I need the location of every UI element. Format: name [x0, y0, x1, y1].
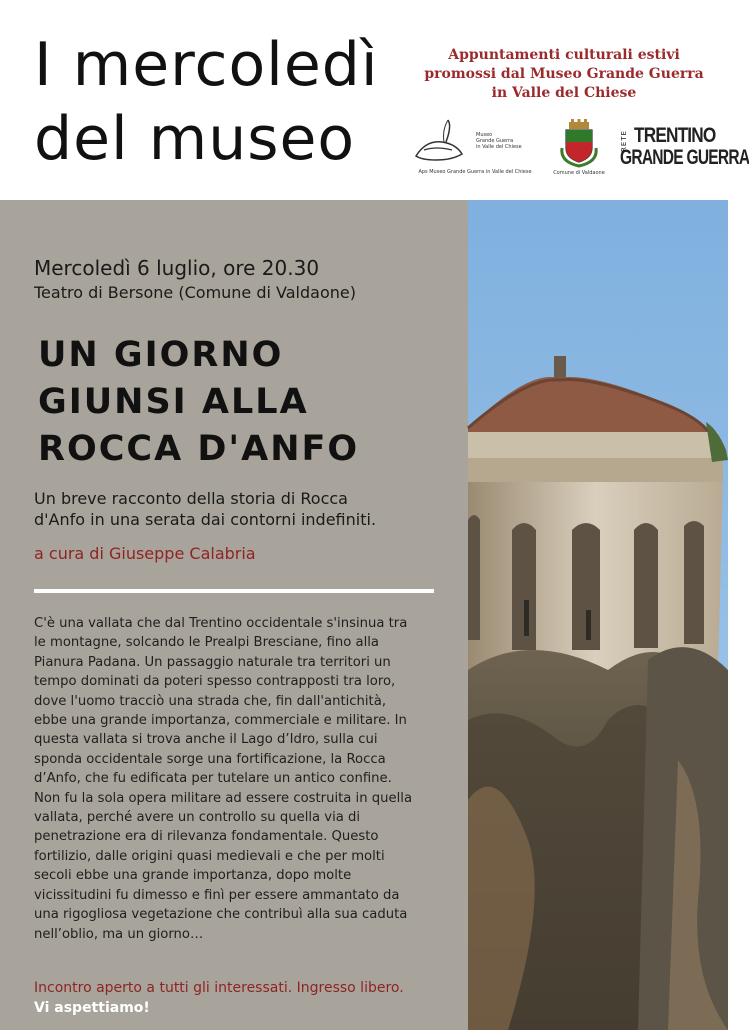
rete-label: RETE	[620, 130, 628, 152]
rete-line-2: GRANDE GUERRA	[620, 146, 749, 169]
alpine-hat-icon	[412, 118, 472, 168]
subtitle-line-2: promossi dal Museo Grande Guerra	[424, 66, 704, 82]
section-divider	[34, 589, 434, 593]
description-line: C'è una vallata che dal Trentino occidentale s'insinua tra	[34, 616, 408, 631]
header	[0, 0, 749, 200]
sponsor-logos	[412, 118, 749, 184]
museum-logo-line-3: in Valle del Chiese	[476, 144, 522, 150]
description-line: vicissitudini fu dimesso e finì per essere ammantato da	[34, 887, 400, 903]
series-title	[34, 28, 379, 176]
event-title-line-3: ROCCA D'ANFO	[38, 429, 360, 469]
footer-info: Incontro aperto a tutti gli interessati. Ingresso libero.	[34, 980, 404, 996]
description-line: sponda occidentale sorge una fortificazione, la Rocca	[34, 751, 386, 767]
tagline-line-1: Un breve racconto della storia di Rocca	[34, 489, 348, 508]
description-line: nell’oblio, ma un giorno…	[34, 926, 204, 942]
description-line: fortilizio, dalle origini quasi medievali e che per molti	[34, 848, 385, 864]
description-line: vallata, perché avere un controllo su quella via di	[34, 810, 361, 826]
museum-logo-line-1: Museo	[476, 132, 493, 138]
description-line: ebbe una grande importanza, commerciale e militare. In	[34, 713, 407, 729]
event-description	[34, 614, 462, 944]
description-line: dove l'uomo tracciò una strada che, fin dall'antichità,	[34, 693, 387, 709]
comune-logo	[554, 118, 604, 180]
series-title-line-2: del museo	[34, 104, 356, 174]
event-title-line-1: UN GIORNO	[38, 335, 284, 375]
tagline-line-2: d'Anfo in una serata dai contorni indefiniti.	[34, 510, 377, 529]
museum-logo	[412, 118, 538, 180]
description-line: tempo dominati da poteri spesso contrapposti tra loro,	[34, 674, 396, 690]
description-line: una rigogliosa vegetazione che contribuì alla sua caduta	[34, 907, 408, 923]
subtitle-line-3: in Valle del Chiese	[491, 85, 637, 101]
description-line: d’Anfo, che fu edificata per tutelare un antico confine.	[34, 771, 392, 787]
description-line: secoli ebbe una grande importanza, dopo molte	[34, 868, 352, 884]
description-line: Non fu la sola opera militare ad essere costruita in quella	[34, 790, 413, 806]
footer-invite: Vi aspettiamo!	[34, 1000, 150, 1016]
coat-of-arms-icon	[554, 118, 604, 168]
event-tagline	[34, 488, 454, 530]
fortress-tower-image	[468, 200, 728, 1030]
museum-logo-line-2: Grande Guerra	[476, 138, 514, 144]
museum-logo-text	[476, 132, 522, 150]
subtitle-line-1: Appuntamenti culturali estivi	[448, 47, 680, 63]
series-title-line-1: I mercoledì	[34, 30, 379, 100]
description-line: Pianura Padana. Un passaggio naturale tra territori un	[34, 654, 391, 670]
event-title	[38, 332, 359, 473]
event-title-line-2: GIUNSI ALLA	[38, 382, 309, 422]
event-curator: a cura di Giuseppe Calabria	[34, 544, 256, 563]
event-venue: Teatro di Bersone (Comune di Valdaone)	[34, 283, 356, 302]
rete-line-1: TRENTINO	[634, 124, 716, 147]
description-line: le montagne, solcando le Prealpi Bresciane, fino alla	[34, 635, 379, 651]
comune-logo-caption: Comune di Valdaone	[553, 170, 605, 176]
rocca-anfo-photo	[468, 200, 728, 1030]
description-line: questa vallata si trova anche il Lago d’Idro, sulla cui	[34, 732, 378, 748]
rete-trentino-logo	[620, 124, 749, 176]
event-date-time: Mercoledì 6 luglio, ore 20.30	[34, 256, 320, 280]
description-line: penetrazione era di rilevanza fondamentale. Questo	[34, 829, 379, 845]
series-subtitle	[408, 46, 720, 103]
museum-logo-caption: Aps Museo Grande Guerra in Valle del Chiese	[418, 169, 532, 175]
